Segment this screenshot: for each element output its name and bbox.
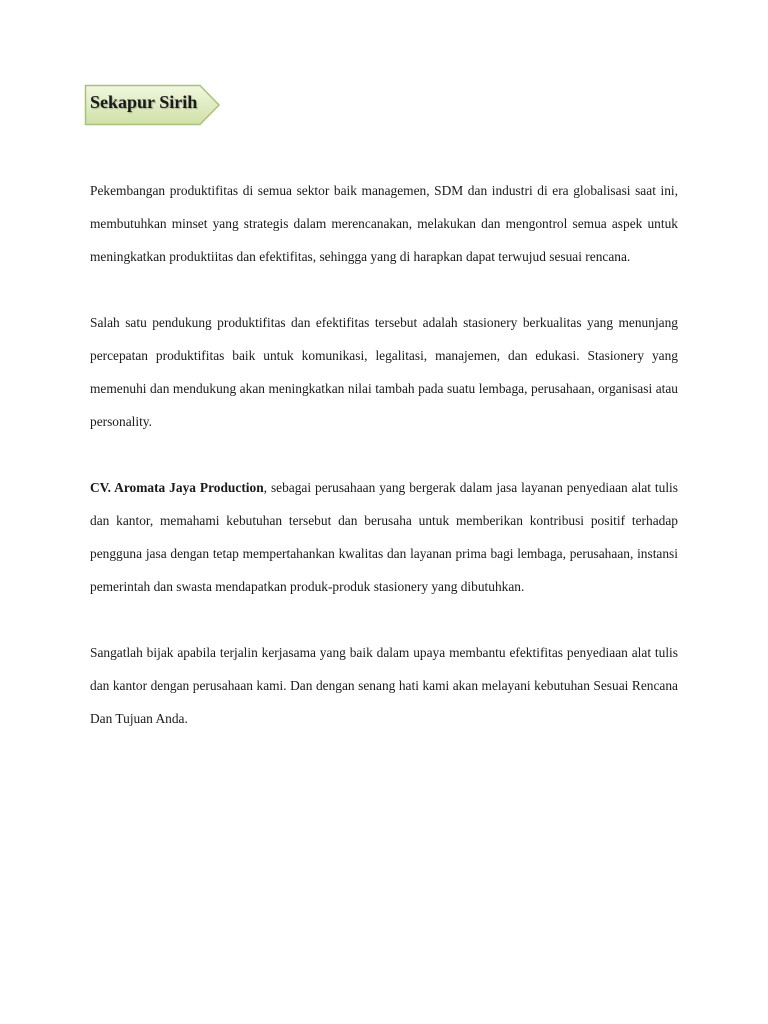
heading-banner [84,84,221,126]
paragraph-text: Sangatlah bijak apabila terjalin kerjasama yang baik dalam upaya membantu efektifitas penyediaan alat tulis dan kantor dengan perusahaan kami. Dan dengan senang hati kami akan melayani kebutuhan Sesuai Rencana Dan Tujuan Anda. [90,645,678,726]
document-body [90,174,678,768]
paragraph-3 [90,471,678,603]
paragraph-1 [90,174,678,273]
paragraph-2 [90,306,678,438]
paragraph-4 [90,636,678,735]
company-name: CV. Aromata Jaya Production [90,480,264,495]
paragraph-text: , sebagai perusahaan yang bergerak dalam jasa layanan penyediaan alat tulis dan kantor, memahami kebutuhan tersebut dan berusaha untuk memberikan kontribusi positif terhadap pengguna jasa dengan tetap mempertahankan kwalitas dan layanan prima bagi lembaga, perusahaan, instansi pemerintah dan swasta mendapatkan produk-produk stasionery yang dibutuhkan. [90,480,678,594]
page-heading: Sekapur Sirih [90,92,198,112]
paragraph-text: Salah satu pendukung produktifitas dan efektifitas tersebut adalah stasionery berkualitas yang menunjang percepatan produktifitas baik untuk komunikasi, legalitasi, manajemen, dan edukasi. Stasionery yang memenuhi dan mendukung akan meningkatkan nilai tambah pada suatu lembaga, perusahaan, organisasi atau personality. [90,315,678,429]
paragraph-text: Pekembangan produktifitas di semua sektor baik managemen, SDM dan industri di era globalisasi saat ini, membutuhkan minset yang strategis dalam merencanakan, melakukan dan mengontrol semua aspek untuk meningkatkan produktiitas dan efektifitas, sehingga yang di harapkan dapat terwujud sesuai rencana. [90,183,678,264]
